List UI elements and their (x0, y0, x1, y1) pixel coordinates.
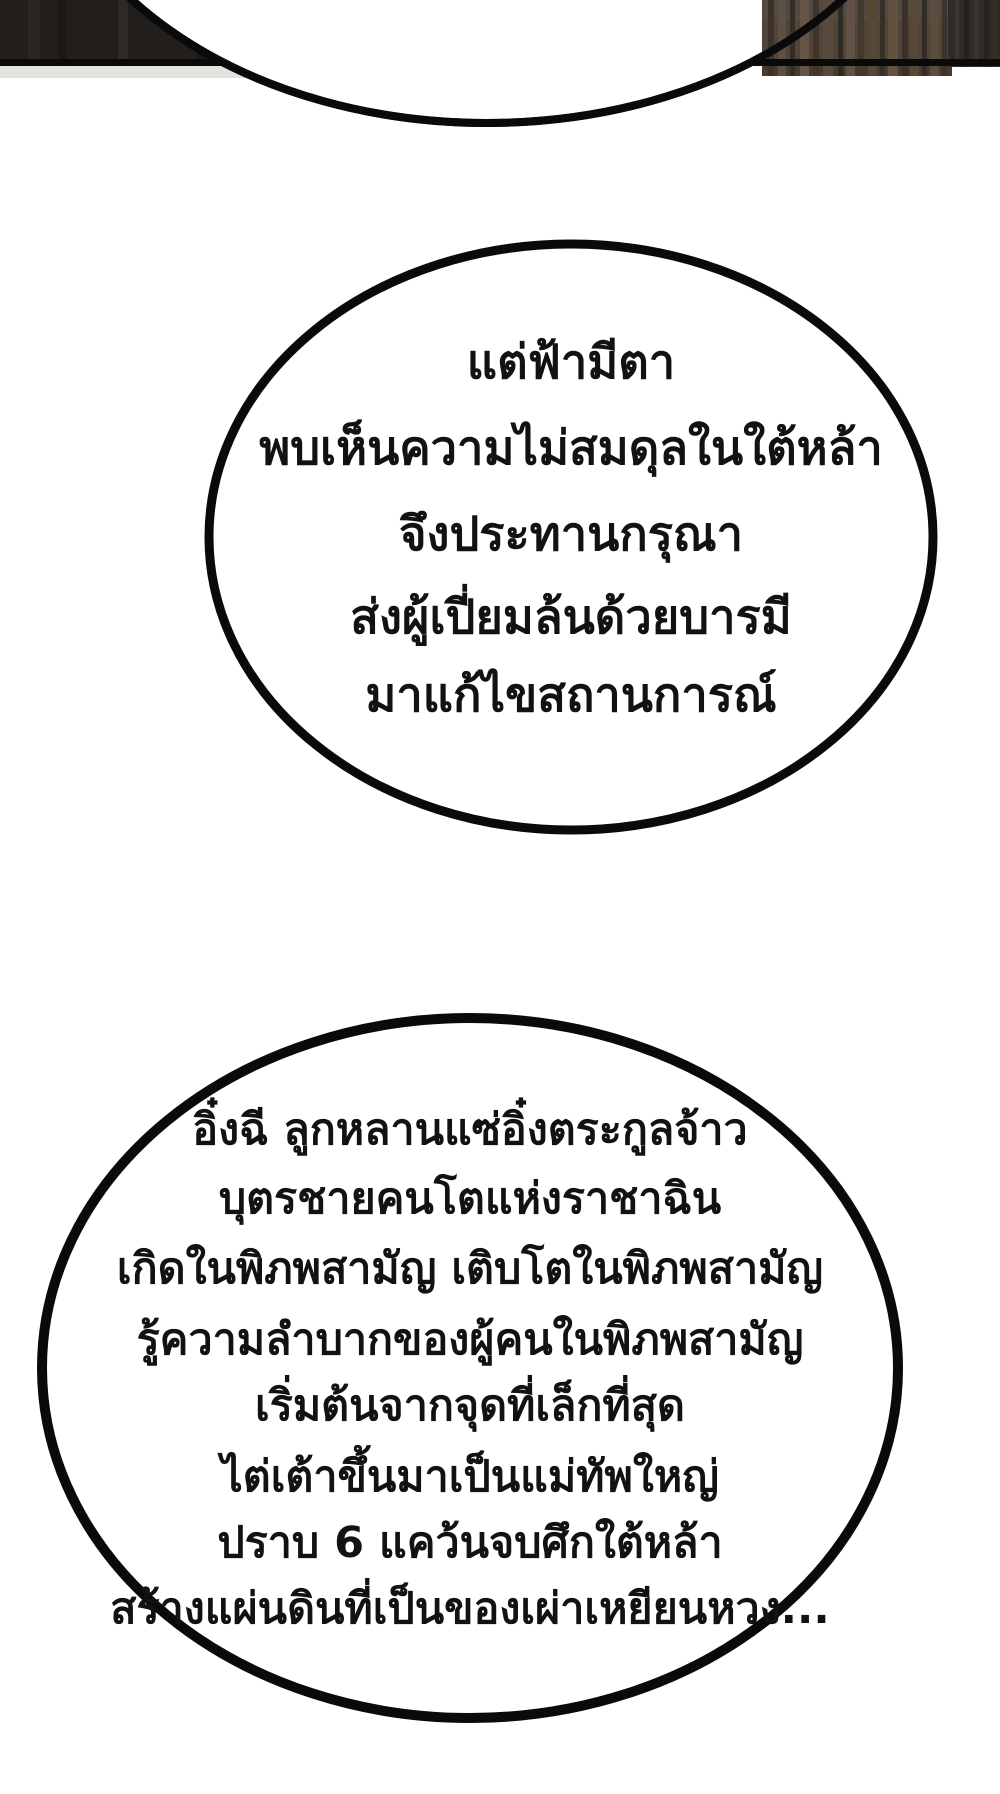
speech-line: ปราบ 6 แคว้นจบศึกใต้หล้า (217, 1518, 723, 1568)
speech-line: อิ๋งฉี ลูกหลานแซ่อิ๋งตระกูลจ้าว (192, 1105, 748, 1155)
speech-line: พบเห็นความไม่สมดุลในใต้หล้า (259, 420, 883, 476)
speech-line: เกิดในพิภพสามัญ เติบโตในพิภพสามัญ (116, 1244, 824, 1294)
speech-line: เริ่มต้นจากจุดที่เล็กที่สุด (255, 1381, 685, 1431)
speech-line: แต่ฟ้ามีตา (466, 334, 676, 390)
speech-line: สร้างแผ่นดินที่เป็นของเผ่าเหยียนหวง... (110, 1584, 830, 1634)
speech-line: ส่งผู้เปี่ยมล้นด้วยบารมี (350, 589, 792, 645)
speech-line: มาแก้ไขสถานการณ์ (365, 667, 777, 723)
speech-line: รู้ความลำบากของผู้คนในพิภพสามัญ (136, 1315, 804, 1365)
speech-line: จึงประทานกรุณา (398, 506, 743, 562)
speech-line: ไต่เต้าขึ้นมาเป็นแม่ทัพใหญ่ (221, 1452, 719, 1502)
speech-line: บุตรชายคนโตแห่งราชาฉิน (218, 1174, 722, 1224)
